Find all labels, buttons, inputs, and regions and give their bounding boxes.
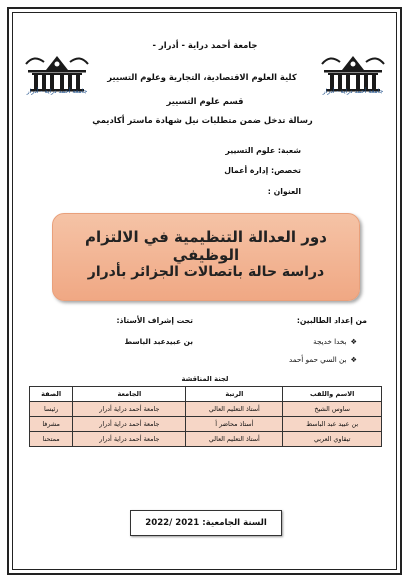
- department-name: قسم علوم التسيير: [166, 96, 244, 106]
- table-row: [30, 432, 382, 447]
- faculty-name: كلية العلوم الاقتصادية، التجارية وعلوم التسيير: [107, 72, 297, 82]
- committee-label: لجنة المناقشة: [181, 375, 229, 383]
- cell-rank: أستاذ التعليم العالي: [186, 432, 283, 447]
- university-name: جامعة أحمد دراية - أدرار -: [152, 40, 258, 50]
- committee-table: [29, 386, 382, 447]
- table-row: [30, 402, 382, 417]
- header-rank: الرتبة: [186, 387, 283, 402]
- cell-name: بن عبيد عبد الباسط: [283, 417, 382, 432]
- cell-name: تيقاوي العربي: [283, 432, 382, 447]
- cell-university: جامعة أحمد دراية أدرار: [73, 432, 186, 447]
- committee-header-row: [30, 387, 382, 402]
- student-2-name: بن السي حمو أحمد: [288, 355, 347, 364]
- cell-name: ساوس الشيخ: [283, 402, 382, 417]
- branch-field: شعبة: علوم التسيير: [225, 146, 301, 155]
- cell-rank: أستاذ محاضر أ: [186, 417, 283, 432]
- cell-university: جامعة أحمد دراية أدرار: [73, 417, 186, 432]
- cell-role: مشرفا: [30, 417, 73, 432]
- thesis-statement: رسالة تدخل ضمن متطلبات نيل شهادة ماستر أكاديمي: [92, 115, 313, 125]
- student-1-name: بخدا خديجة: [313, 337, 347, 346]
- student-2: [289, 355, 357, 364]
- specialty-field: تخصص: إدارة أعمال: [224, 166, 301, 175]
- cell-role: رئيسا: [30, 402, 73, 417]
- header-name: الاسم واللقب: [283, 387, 382, 402]
- cell-university: جامعة أحمد دراية أدرار: [73, 402, 186, 417]
- academic-year: السنة الجامعية: 2021 /2022: [130, 510, 282, 536]
- cell-rank: أستاذ التعليم العالي: [186, 402, 283, 417]
- logo-caption-left: جامعة أحمد دراية - أدرار: [26, 88, 88, 95]
- title-label: العنوان :: [267, 187, 301, 196]
- logo-caption-right: جامعة أحمد دراية - أدرار: [322, 88, 384, 95]
- bullet-icon: ❖: [350, 355, 357, 364]
- supervisor-name: بن عبيدعبد الباسط: [124, 337, 193, 346]
- supervisor-label: تحت إشراف الأستاذ:: [116, 316, 193, 325]
- bullet-icon: ❖: [350, 337, 357, 346]
- thesis-title-box: [52, 213, 360, 301]
- thesis-title-line2: دراسة حالة باتصالات الجزائر بأدرار: [87, 264, 325, 280]
- cell-role: ممتحنا: [30, 432, 73, 447]
- student-1: [313, 337, 357, 346]
- prepared-by-label: من إعداد الطالبين:: [296, 316, 367, 325]
- header-role: الصفة: [30, 387, 73, 402]
- table-row: [30, 417, 382, 432]
- header-university: الجامعة: [73, 387, 186, 402]
- thesis-title-line1: دور العدالة التنظيمية في الالتزام الوظيفي: [85, 228, 327, 264]
